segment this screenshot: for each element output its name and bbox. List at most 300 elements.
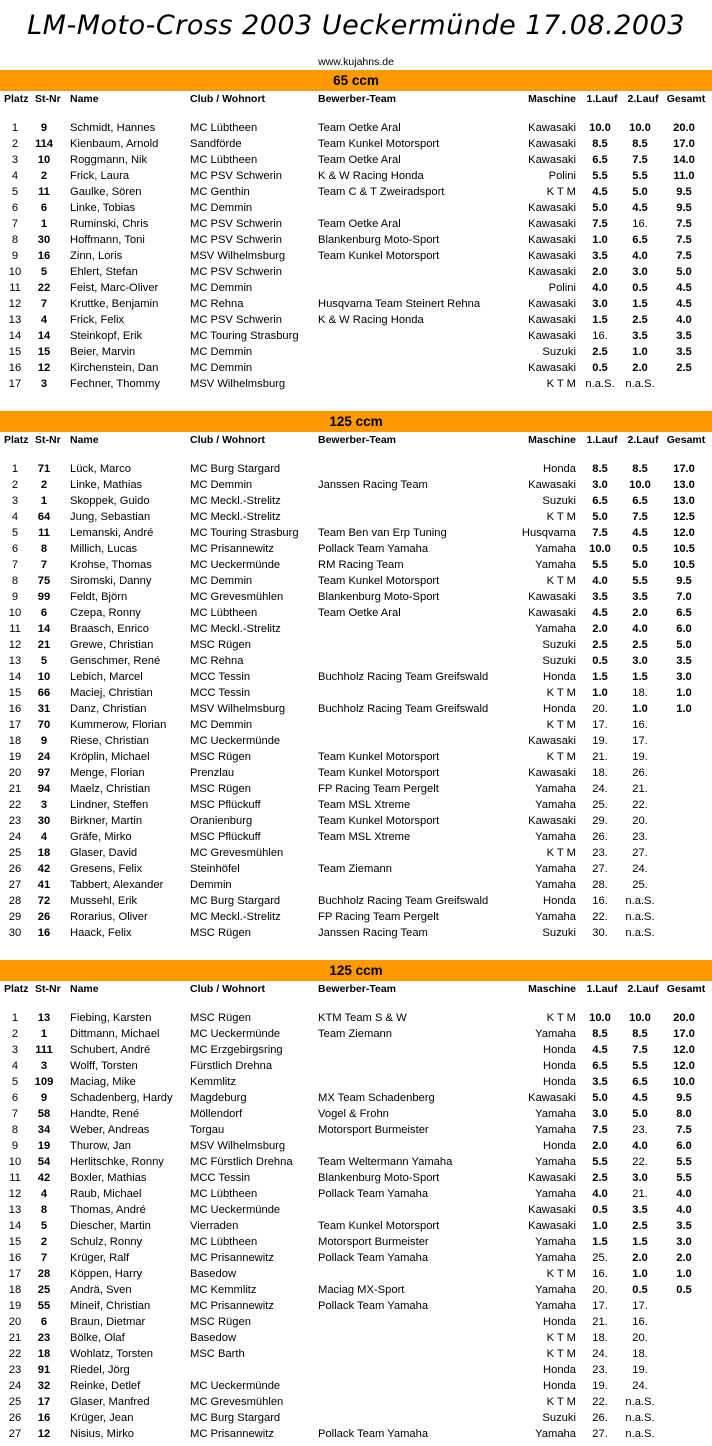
club-cell: MC Kemmlitz <box>190 1284 257 1296</box>
gesamt-cell: 20.0 <box>673 1012 695 1024</box>
lauf2-cell: 10.0 <box>629 1012 651 1024</box>
results-section <box>0 411 712 941</box>
platz-cell: 20 <box>8 1316 22 1328</box>
machine-cell: Kawasaki <box>528 250 576 262</box>
name-cell: Boxler, Mathias <box>70 1172 147 1184</box>
lauf2-cell: 2.5 <box>632 1220 648 1232</box>
start-number-cell: 2 <box>40 1236 48 1248</box>
name-cell: Krohse, Thomas <box>70 559 152 571</box>
lauf2-cell: n.a.S. <box>625 911 655 923</box>
gesamt-cell: 8.0 <box>676 1108 692 1120</box>
lauf1-cell: 23. <box>592 1364 608 1376</box>
lauf1-cell: 18. <box>592 1332 608 1344</box>
machine-cell: Honda <box>543 703 576 715</box>
start-number-cell: 26 <box>37 911 51 923</box>
gesamt-cell: 7.5 <box>676 218 692 230</box>
gesamt-cell: 20.0 <box>673 122 695 134</box>
machine-cell: Suzuki <box>542 1412 576 1424</box>
lauf1-cell: 5.0 <box>592 1092 608 1104</box>
club-cell: MSC Rügen <box>190 927 251 939</box>
club-cell: MC PSV Schwerin <box>190 218 283 230</box>
name-cell: Genschmer, René <box>70 655 161 667</box>
club-cell: Basedow <box>190 1332 237 1344</box>
start-number-cell: 12 <box>37 362 51 374</box>
lauf2-cell: 23. <box>632 1124 648 1136</box>
machine-cell: Kawasaki <box>528 122 576 134</box>
lauf2-cell: 1.5 <box>632 671 648 683</box>
table-row <box>0 1378 712 1394</box>
platz-cell: 9 <box>11 250 19 262</box>
lauf2-cell: 4.0 <box>632 1140 648 1152</box>
page-title: LM-Moto-Cross 2003 Ueckermünde 17.08.2003 <box>27 10 685 41</box>
table-row <box>0 541 712 557</box>
gesamt-cell: 1.0 <box>676 1268 692 1280</box>
table-row <box>0 296 712 312</box>
name-cell: Millich, Lucas <box>70 543 138 555</box>
lauf2-cell: 4.5 <box>632 1092 648 1104</box>
table-row <box>0 925 712 941</box>
club-cell: MC Lübtheen <box>190 1188 258 1200</box>
lauf1-cell: 5.5 <box>592 559 608 571</box>
club-cell: MSC Rügen <box>190 639 251 651</box>
gesamt-cell: 1.0 <box>676 703 692 715</box>
machine-cell: Yamaha <box>535 1108 576 1120</box>
machine-cell: Kawasaki <box>528 362 576 374</box>
table-row <box>0 1170 712 1186</box>
platz-cell: 5 <box>11 186 19 198</box>
start-number-cell: 97 <box>37 767 51 779</box>
start-number-cell: 34 <box>37 1124 51 1136</box>
platz-cell: 4 <box>11 170 19 182</box>
lauf2-cell: 0.5 <box>632 1284 648 1296</box>
lauf1-cell: 25. <box>592 799 608 811</box>
club-cell: Steinhöfel <box>190 863 240 875</box>
machine-cell: Kawasaki <box>528 1204 576 1216</box>
lauf1-cell: 27. <box>592 863 608 875</box>
team-cell: Blankenburg Moto-Sport <box>318 234 440 246</box>
start-number-cell: 54 <box>37 1156 51 1168</box>
table-row <box>0 685 712 701</box>
club-cell: MC Lübtheen <box>190 1236 258 1248</box>
start-number-cell: 23 <box>37 1332 51 1344</box>
lauf2-cell: 20. <box>632 1332 648 1344</box>
machine-cell: Yamaha <box>535 1428 576 1440</box>
machine-cell: Kawasaki <box>528 815 576 827</box>
lauf2-cell: n.a.S. <box>625 1412 655 1424</box>
lauf2-cell: 3.0 <box>632 1172 648 1184</box>
name-cell: Siromski, Danny <box>70 575 152 587</box>
name-cell: Skoppek, Guido <box>70 495 150 507</box>
club-cell: MCC Tessin <box>190 671 251 683</box>
name-cell: Maciag, Mike <box>70 1076 136 1088</box>
lauf1-cell: 17. <box>592 719 608 731</box>
lauf1-cell: 4.0 <box>592 282 608 294</box>
gesamt-cell: 5.0 <box>676 266 692 278</box>
platz-cell: 21 <box>8 1332 22 1344</box>
start-number-cell: 14 <box>37 330 51 342</box>
table-row <box>0 701 712 717</box>
team-cell: Team Kunkel Motorsport <box>318 138 440 150</box>
lauf1-cell: 16. <box>592 895 608 907</box>
lauf1-cell: 27. <box>592 1428 608 1440</box>
name-cell: Lindner, Steffen <box>70 799 149 811</box>
column-header-maschine: Maschine <box>528 93 576 105</box>
machine-cell: K T M <box>546 511 576 523</box>
gesamt-cell: 4.0 <box>676 314 692 326</box>
club-cell: Torgau <box>190 1124 225 1136</box>
lauf2-cell: 5.0 <box>632 1108 648 1120</box>
lauf1-cell: 2.5 <box>592 346 608 358</box>
club-cell: MC PSV Schwerin <box>190 266 283 278</box>
name-cell: Reinke, Detlef <box>70 1380 141 1392</box>
table-row <box>0 1330 712 1346</box>
machine-cell: Honda <box>543 463 576 475</box>
name-cell: Roggmann, Nik <box>70 154 148 166</box>
lauf2-cell: 24. <box>632 1380 648 1392</box>
name-cell: Frick, Felix <box>70 314 125 326</box>
club-cell: MC PSV Schwerin <box>190 170 283 182</box>
start-number-cell: 28 <box>37 1268 51 1280</box>
column-header-lauf2: 2.Lauf <box>627 434 659 446</box>
column-header-team: Bewerber-Team <box>318 93 397 105</box>
platz-cell: 19 <box>8 1300 22 1312</box>
name-cell: Czepa, Ronny <box>70 607 141 619</box>
team-cell: FP Racing Team Pergelt <box>318 783 439 795</box>
gesamt-cell: 3.5 <box>676 1220 692 1232</box>
machine-cell: Yamaha <box>535 1284 576 1296</box>
table-row <box>0 1122 712 1138</box>
name-cell: Rorarius, Oliver <box>70 911 148 923</box>
club-cell: MCC Tessin <box>190 1172 251 1184</box>
name-cell: Raub, Michael <box>70 1188 142 1200</box>
team-cell: Team Kunkel Motorsport <box>318 815 440 827</box>
lauf1-cell: 0.5 <box>592 1204 608 1216</box>
platz-cell: 13 <box>8 655 22 667</box>
platz-cell: 2 <box>11 479 19 491</box>
lauf1-cell: 2.0 <box>592 266 608 278</box>
column-header-name: Name <box>70 983 99 995</box>
lauf2-cell: 3.0 <box>632 266 648 278</box>
start-number-cell: 4 <box>40 1188 48 1200</box>
gesamt-cell: 5.5 <box>676 1156 692 1168</box>
club-cell: MC Demmin <box>190 479 253 491</box>
machine-cell: Husqvarna <box>521 527 576 539</box>
start-number-cell: 75 <box>37 575 51 587</box>
start-number-cell: 7 <box>40 298 48 310</box>
start-number-cell: 6 <box>40 202 48 214</box>
table-row <box>0 232 712 248</box>
lauf2-cell: 0.5 <box>632 282 648 294</box>
table-row <box>0 1058 712 1074</box>
lauf1-cell: 22. <box>592 1396 608 1408</box>
lauf1-cell: 1.0 <box>592 687 608 699</box>
machine-cell: Kawasaki <box>528 1172 576 1184</box>
table-row <box>0 1314 712 1330</box>
name-cell: Feldt, Björn <box>70 591 128 603</box>
lauf1-cell: 4.0 <box>592 1188 608 1200</box>
lauf2-cell: 16. <box>632 218 648 230</box>
table-row <box>0 589 712 605</box>
lauf1-cell: 19. <box>592 735 608 747</box>
name-cell: Herlitschke, Ronny <box>70 1156 164 1168</box>
team-cell: Blankenburg Moto-Sport <box>318 591 440 603</box>
table-row <box>0 477 712 493</box>
platz-cell: 8 <box>11 1124 19 1136</box>
gesamt-cell: 9.5 <box>676 186 692 198</box>
lauf1-cell: 2.5 <box>592 639 608 651</box>
name-cell: Gresens, Felix <box>70 863 143 875</box>
machine-cell: K T M <box>546 186 576 198</box>
gesamt-cell: 0.5 <box>676 1284 692 1296</box>
lauf2-cell: 5.5 <box>632 1060 648 1072</box>
gesamt-cell: 10.5 <box>673 543 695 555</box>
table-row <box>0 749 712 765</box>
team-cell: RM Racing Team <box>318 559 404 571</box>
team-cell: Team Kunkel Motorsport <box>318 1220 440 1232</box>
machine-cell: Kawasaki <box>528 266 576 278</box>
table-row <box>0 669 712 685</box>
lauf2-cell: 4.5 <box>632 202 648 214</box>
header-spacer <box>0 998 712 1010</box>
start-number-cell: 5 <box>40 266 48 278</box>
name-cell: Handte, René <box>70 1108 140 1120</box>
lauf2-cell: 5.5 <box>632 170 648 182</box>
team-cell: KTM Team S & W <box>318 1012 407 1024</box>
gesamt-cell: 2.5 <box>676 362 692 374</box>
start-number-cell: 14 <box>37 623 51 635</box>
lauf2-cell: 3.5 <box>632 591 648 603</box>
team-cell: Team MSL Xtreme <box>318 831 411 843</box>
gesamt-cell: 17.0 <box>673 138 695 150</box>
lauf1-cell: 1.5 <box>592 314 608 326</box>
platz-cell: 25 <box>8 847 22 859</box>
team-cell: Motorsport Burmeister <box>318 1236 429 1248</box>
lauf2-cell: 22. <box>632 799 648 811</box>
platz-cell: 1 <box>11 1012 19 1024</box>
machine-cell: Kawasaki <box>528 138 576 150</box>
gesamt-cell: 12.5 <box>673 511 695 523</box>
lauf2-cell: n.a.S. <box>625 895 655 907</box>
start-number-cell: 12 <box>37 1428 51 1440</box>
start-number-cell: 72 <box>37 895 51 907</box>
machine-cell: Suzuki <box>542 346 576 358</box>
name-cell: Jung, Sebastian <box>70 511 151 523</box>
lauf2-cell: 6.5 <box>632 234 648 246</box>
gesamt-cell: 5.0 <box>676 639 692 651</box>
table-row <box>0 557 712 573</box>
name-cell: Schubert, André <box>70 1044 151 1056</box>
start-number-cell: 58 <box>37 1108 51 1120</box>
machine-cell: Honda <box>543 895 576 907</box>
lauf2-cell: 7.5 <box>632 1044 648 1056</box>
club-cell: MC Demmin <box>190 282 253 294</box>
column-header-name: Name <box>70 93 99 105</box>
platz-cell: 1 <box>11 122 19 134</box>
machine-cell: Yamaha <box>535 879 576 891</box>
platz-cell: 3 <box>11 495 19 507</box>
platz-cell: 20 <box>8 767 22 779</box>
start-number-cell: 9 <box>40 1092 48 1104</box>
gesamt-cell: 4.5 <box>676 298 692 310</box>
platz-cell: 27 <box>8 1428 22 1440</box>
column-header-platz: Platz <box>4 434 29 446</box>
club-cell: MC Prisannewitz <box>190 1300 274 1312</box>
platz-cell: 3 <box>11 154 19 166</box>
machine-cell: Yamaha <box>535 783 576 795</box>
lauf1-cell: 6.5 <box>592 154 608 166</box>
table-row <box>0 280 712 296</box>
lauf2-cell: 16. <box>632 719 648 731</box>
lauf2-cell: n.a.S. <box>625 1396 655 1408</box>
machine-cell: Kawasaki <box>528 218 576 230</box>
lauf1-cell: 5.0 <box>592 511 608 523</box>
start-number-cell: 1 <box>40 218 48 230</box>
team-cell: MX Team Schadenberg <box>318 1092 435 1104</box>
lauf1-cell: 3.0 <box>592 479 608 491</box>
column-header-gesamt: Gesamt <box>666 93 706 105</box>
start-number-cell: 31 <box>37 703 51 715</box>
machine-cell: Yamaha <box>535 831 576 843</box>
lauf1-cell: 4.5 <box>592 186 608 198</box>
name-cell: Kirchenstein, Dan <box>70 362 159 374</box>
gesamt-cell: 3.5 <box>676 330 692 342</box>
table-row <box>0 152 712 168</box>
name-cell: Andrä, Sven <box>70 1284 132 1296</box>
results-section <box>0 70 712 392</box>
platz-cell: 14 <box>8 330 22 342</box>
column-header-gesamt: Gesamt <box>666 434 706 446</box>
table-row <box>0 376 712 392</box>
start-number-cell: 5 <box>40 655 48 667</box>
lauf1-cell: 16. <box>592 330 608 342</box>
column-header-club: Club / Wohnort <box>190 983 266 995</box>
table-row <box>0 200 712 216</box>
club-cell: MC Rehna <box>190 298 244 310</box>
start-number-cell: 30 <box>37 234 51 246</box>
name-cell: Weber, Andreas <box>70 1124 150 1136</box>
table-row <box>0 136 712 152</box>
lauf1-cell: 19. <box>592 1380 608 1392</box>
platz-cell: 14 <box>8 671 22 683</box>
lauf1-cell: 5.5 <box>592 1156 608 1168</box>
club-cell: MSC Pflückuff <box>190 799 261 811</box>
name-cell: Lemanski, André <box>70 527 154 539</box>
name-cell: Schadenberg, Hardy <box>70 1092 173 1104</box>
table-row <box>0 733 712 749</box>
column-header-lauf2: 2.Lauf <box>627 93 659 105</box>
team-cell: Buchholz Racing Team Greifswald <box>318 895 489 907</box>
lauf2-cell: 19. <box>632 751 648 763</box>
club-cell: MC Touring Strasburg <box>190 527 299 539</box>
gesamt-cell: 12.0 <box>673 527 695 539</box>
club-cell: MSV Wilhelmsburg <box>190 1140 286 1152</box>
gesamt-cell: 3.5 <box>676 655 692 667</box>
table-row <box>0 605 712 621</box>
team-cell: Pollack Team Yamaha <box>318 1428 429 1440</box>
start-number-cell: 71 <box>37 463 51 475</box>
team-cell: Team C & T Zweiradsport <box>318 186 445 198</box>
lauf1-cell: 26. <box>592 831 608 843</box>
team-cell: Team MSL Xtreme <box>318 799 411 811</box>
lauf1-cell: 2.0 <box>592 623 608 635</box>
team-cell: Janssen Racing Team <box>318 479 428 491</box>
machine-cell: Kawasaki <box>528 1092 576 1104</box>
lauf2-cell: 17. <box>632 735 648 747</box>
lauf1-cell: 7.5 <box>592 527 608 539</box>
club-cell: MC Grevesmühlen <box>190 1396 284 1408</box>
club-cell: MC Grevesmühlen <box>190 591 284 603</box>
club-cell: MC Demmin <box>190 202 253 214</box>
lauf1-cell: 6.5 <box>592 495 608 507</box>
column-header-club: Club / Wohnort <box>190 434 266 446</box>
table-row <box>0 877 712 893</box>
table-row <box>0 1298 712 1314</box>
gesamt-cell: 4.0 <box>676 1204 692 1216</box>
table-row <box>0 1074 712 1090</box>
name-cell: Kröplin, Michael <box>70 751 150 763</box>
club-cell: MSV Wilhelmsburg <box>190 378 286 390</box>
gesamt-cell: 4.0 <box>676 1188 692 1200</box>
gesamt-cell: 9.5 <box>676 575 692 587</box>
lauf2-cell: 5.0 <box>632 186 648 198</box>
name-cell: Bölke, Olaf <box>70 1332 125 1344</box>
lauf2-cell: 8.5 <box>632 1028 648 1040</box>
machine-cell: Kawasaki <box>528 591 576 603</box>
lauf1-cell: 10.0 <box>589 1012 611 1024</box>
name-cell: Thurow, Jan <box>70 1140 131 1152</box>
column-header-gesamt: Gesamt <box>666 983 706 995</box>
table-row <box>0 1218 712 1234</box>
start-number-cell: 9 <box>40 122 48 134</box>
start-number-cell: 7 <box>40 559 48 571</box>
platz-cell: 18 <box>8 1284 22 1296</box>
platz-cell: 6 <box>11 202 19 214</box>
lauf2-cell: 2.0 <box>632 607 648 619</box>
club-cell: MC Erzgebirgsring <box>190 1044 283 1056</box>
table-row <box>0 1106 712 1122</box>
table-row <box>0 264 712 280</box>
machine-cell: Yamaha <box>535 1236 576 1248</box>
club-cell: MC Prisannewitz <box>190 543 274 555</box>
machine-cell: Honda <box>543 1044 576 1056</box>
gesamt-cell: 6.0 <box>676 623 692 635</box>
start-number-cell: 6 <box>40 607 48 619</box>
lauf2-cell: 3.0 <box>632 655 648 667</box>
club-cell: MC Demmin <box>190 719 253 731</box>
start-number-cell: 66 <box>37 687 51 699</box>
start-number-cell: 11 <box>38 186 50 198</box>
machine-cell: K T M <box>546 1348 576 1360</box>
section-title: 125 ccm <box>0 411 712 432</box>
start-number-cell: 1 <box>40 495 48 507</box>
table-row <box>0 1234 712 1250</box>
lauf1-cell: 0.5 <box>592 655 608 667</box>
name-cell: Kummerow, Florian <box>70 719 167 731</box>
machine-cell: Kawasaki <box>528 607 576 619</box>
lauf2-cell: 7.5 <box>632 154 648 166</box>
name-cell: Kruttke, Benjamin <box>70 298 159 310</box>
column-header-stnr: St-Nr <box>35 983 61 995</box>
table-row <box>0 621 712 637</box>
lauf2-cell: 6.5 <box>632 1076 648 1088</box>
platz-cell: 2 <box>11 138 19 150</box>
machine-cell: K T M <box>546 719 576 731</box>
club-cell: MC Lübtheen <box>190 607 258 619</box>
table-row <box>0 573 712 589</box>
platz-cell: 17 <box>8 719 22 731</box>
name-cell: Frick, Laura <box>70 170 130 182</box>
lauf2-cell: n.a.S. <box>625 1428 655 1440</box>
